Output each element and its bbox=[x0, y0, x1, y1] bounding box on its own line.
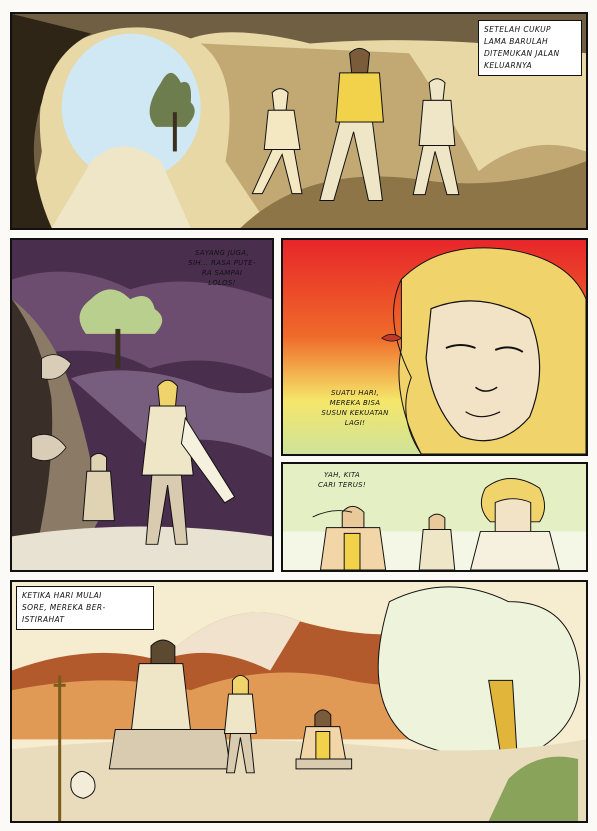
bubble-line: MEREKA BISA bbox=[329, 399, 381, 407]
caption-line: LAMA BARULAH bbox=[484, 37, 549, 46]
panel-3-speech-bubble bbox=[303, 388, 407, 428]
panel-1-caption bbox=[478, 20, 582, 76]
panel-3-hero-closeup bbox=[281, 238, 588, 456]
bubble-line: CARI TERUS! bbox=[317, 481, 367, 489]
bubble-line: SAYANG JUGA, bbox=[195, 249, 249, 257]
panel-4-companions bbox=[281, 462, 588, 572]
caption-line: SORE, MEREKA BER- bbox=[22, 603, 106, 612]
bubble-line: LAGI! bbox=[344, 419, 366, 427]
bubble-line: SUSUN KEKUATAN bbox=[321, 409, 389, 417]
caption-line: KELUARNYA bbox=[484, 61, 533, 70]
panel-5-caption bbox=[16, 586, 154, 630]
caption-line: SETELAH CUKUP bbox=[484, 25, 551, 34]
caption-line: KETIKA HARI MULAI bbox=[22, 591, 102, 600]
panel-4-speech-bubble bbox=[297, 470, 387, 490]
caption-line: ISTIRAHAT bbox=[22, 615, 65, 624]
panel-1-cave-exit bbox=[10, 12, 588, 230]
bubble-line: YAH, KITA bbox=[323, 471, 360, 479]
panel-5-resting-dusk bbox=[10, 580, 588, 823]
panel-2-speech-bubble bbox=[174, 248, 270, 288]
caption-line: DITEMUKAN JALAN bbox=[484, 49, 560, 58]
bubble-line: SIH... RASA PUTE- bbox=[188, 259, 256, 267]
bubble-line: RA SAMPAI bbox=[201, 269, 243, 277]
bubble-line: SUATU HARI, bbox=[331, 389, 379, 397]
panel-2-stormy-cliff bbox=[10, 238, 274, 572]
bubble-line: LOLOS! bbox=[208, 279, 236, 287]
storm-scene-art bbox=[12, 240, 272, 570]
